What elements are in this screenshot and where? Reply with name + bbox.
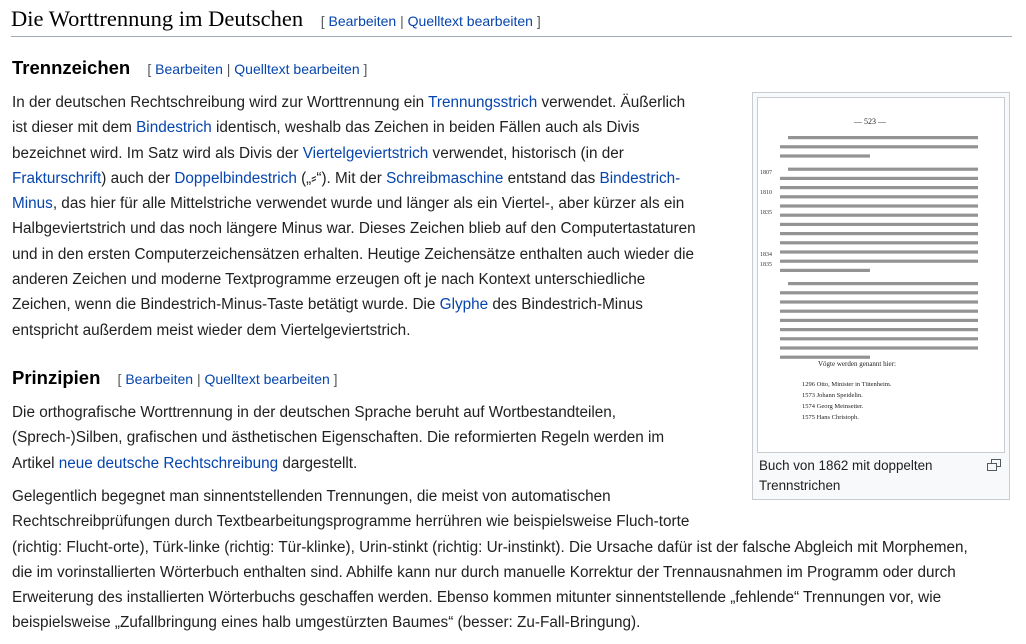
scan-page-number: — 523 — <box>854 117 886 126</box>
section-heading-prinzipien <box>12 367 338 389</box>
link-viertelgeviertstrich[interactable]: Viertelgeviertstrich <box>302 144 429 162</box>
title-edit-section <box>321 13 541 29</box>
scan-text-line <box>780 177 978 180</box>
bracket-open: [ <box>320 13 325 29</box>
scan-text-line <box>780 300 978 303</box>
scan-year-3: 1835 <box>760 210 772 216</box>
edit-source-link[interactable]: Quelltext bearbeiten <box>407 13 533 29</box>
scan-text-line <box>780 346 978 349</box>
scan-entry-1: 1296 Otto, Minister in Tütenheim. <box>802 381 892 388</box>
scan-text-line <box>780 214 978 217</box>
edit-link[interactable]: Bearbeiten <box>125 371 194 387</box>
scan-entry-2: 1573 Johann Speidelin. <box>802 392 863 399</box>
scan-text-line <box>780 356 870 359</box>
scan-text-line <box>780 241 978 244</box>
edit-link[interactable]: Bearbeiten <box>328 13 397 29</box>
book-page-scan <box>758 98 1004 452</box>
scan-text-line <box>780 310 978 313</box>
link-schreibmaschine[interactable]: Schreibmaschine <box>386 169 504 187</box>
scan-text-line <box>780 291 978 294</box>
scan-text-line <box>788 136 978 139</box>
page-title <box>11 6 1012 37</box>
bracket-open: [ <box>147 61 152 77</box>
scan-text-line <box>780 328 978 331</box>
scan-year-1: 1807 <box>760 170 772 176</box>
scan-text-line <box>780 204 978 207</box>
scan-text-line <box>780 250 978 253</box>
link-trennungsstrich[interactable]: Trennungsstrich <box>428 94 538 111</box>
edit-source-link[interactable]: Quelltext bearbeiten <box>234 61 360 77</box>
link-glyphe[interactable]: Glyphe <box>439 296 489 314</box>
scan-text-line <box>780 269 870 272</box>
scan-year-5: 1835 <box>760 262 772 268</box>
link-bindestrich-minus-cont[interactable]: Minus <box>12 195 53 213</box>
link-bindestrich[interactable]: Bindestrich <box>136 119 212 137</box>
scan-text-line <box>780 260 978 263</box>
separator: | <box>196 371 201 387</box>
scan-year-2: 1810 <box>760 190 772 196</box>
scan-text-line <box>780 154 870 157</box>
scan-text-line <box>780 195 978 198</box>
paragraph-trennzeichen: In der deutschen Rechtschreibung wird zur Worttrennung ein Trennungsstrich verwendet. Äußerlich ist dieser mit dem Bindestrich identisch, weshalb das Zeichen in beiden Fällen auch als Divis bezeichnet wird. Im Satz wird als Divis der Viertelgeviertstrich verwendet, historisch (in der Frakturschrift) auch der Doppelbindestrich („⸗“). Mit der Schreibmaschine entstand das Bindestrich- Minus, das hier für alle Mittelstriche verwendet wurde und länger als ein Viertel-, aber kürzer als ein Halbgeviertstrich und das noch längere Minus war. Dieses Zeichen blieb auf den Computertastaturen und in den ersten Computerzeichensätzen erhalten. Heutige Zeichensätze enthalten auch wieder die anderen Zeichen und moderne Textprogramme erzeugen oft je nach Kontext unterschiedliche Zeichen, wenn die Bindestrich-Minus-Taste betätigt wurde. Die Glyphe des Bindestrich-Minus entspricht außerdem meist wieder dem Viertelgeviertstrich. <box>12 94 696 339</box>
scan-text-line <box>780 145 978 148</box>
edit-source-link[interactable]: Quelltext bearbeiten <box>204 371 330 387</box>
scan-text-line <box>780 232 978 235</box>
link-neue-deutsche-rechtschreibung[interactable]: neue deutsche Rechtschreibung <box>58 454 279 472</box>
scan-text-line <box>780 186 978 189</box>
bracket-close: ] <box>363 61 368 77</box>
scan-year-4: 1834 <box>760 252 772 258</box>
section-edit-links <box>118 371 338 387</box>
scan-list-headline: Vögte werden genannt hier: <box>818 360 896 368</box>
link-bindestrich-minus[interactable]: Bindestrich- <box>599 169 681 187</box>
paragraph-prinzipien-2: Gelegentlich begegnet man sinnentstellenden Trennungen, die meist von automatischen Rechtschreibprüfungen durch Textbearbeitungsprogramme herrühren wie beispielsweise Fluch-torte (richtig: Flucht-orte), Türk-linke (richtig: Tür-klinke), Urin-stinkt (richtig: Ur-instinkt). Die Ursache dafür ist der falsche Abgleich mit Morphemen, die im vorinstallierten Wörterbuch enthalten sind. Abhilfe kann nur durch manuelle Korrektur der Trennausnahmen im Programm oder durch Erweiterung des installierten Wörterbuchs geschaffen werden. Ebenso kommen mitunter sinnentstellende „fehlende“ Trennungen vor, wie beispielsweise „Zufallbringung eines halb umgestürzten Baumes“ (besser: Zu-Fall-Bringung). <box>12 488 968 632</box>
scan-text-line <box>788 282 978 285</box>
figure-thumbnail <box>752 92 1010 500</box>
page-title-text: Die Worttrennung im Deutschen <box>11 6 304 31</box>
edit-link[interactable]: Bearbeiten <box>155 61 223 77</box>
bracket-close: ] <box>536 13 541 29</box>
section-heading-text: Prinzipien <box>12 367 101 388</box>
section-heading-trennzeichen <box>12 57 367 79</box>
section-heading-text: Trennzeichen <box>12 57 131 78</box>
scan-entry-4: 1575 Hans Christoph. <box>802 414 859 421</box>
link-frakturschrift[interactable]: Frakturschrift <box>12 169 102 187</box>
separator: | <box>226 61 231 77</box>
scan-entry-3: 1574 Georg Meinsetter. <box>802 403 864 410</box>
section-edit-links <box>147 61 367 77</box>
link-doppelbindestrich[interactable]: Doppelbindestrich <box>174 169 297 187</box>
scan-text-line <box>780 223 978 226</box>
paragraph-prinzipien-1: Die orthografische Worttrennung in der deutschen Sprache beruht auf Wortbestandteilen, (Sprech-)Silben, grafischen und ästhetischen Eigenschaften. Die reformierten Regeln werden im Artikel neue deutsche Rechtschreibung dargestellt. <box>12 404 665 472</box>
bracket-open: [ <box>117 371 122 387</box>
bracket-close: ] <box>333 371 338 387</box>
figure-caption: Buch von 1862 mit doppelten Trennstrichen <box>759 458 933 493</box>
separator: | <box>400 13 404 29</box>
scan-text-line <box>780 337 978 340</box>
book-scan-image[interactable] <box>757 97 1005 453</box>
scan-text-line <box>788 168 978 171</box>
scan-text-line <box>780 319 978 322</box>
enlarge-icon[interactable] <box>987 459 1001 471</box>
